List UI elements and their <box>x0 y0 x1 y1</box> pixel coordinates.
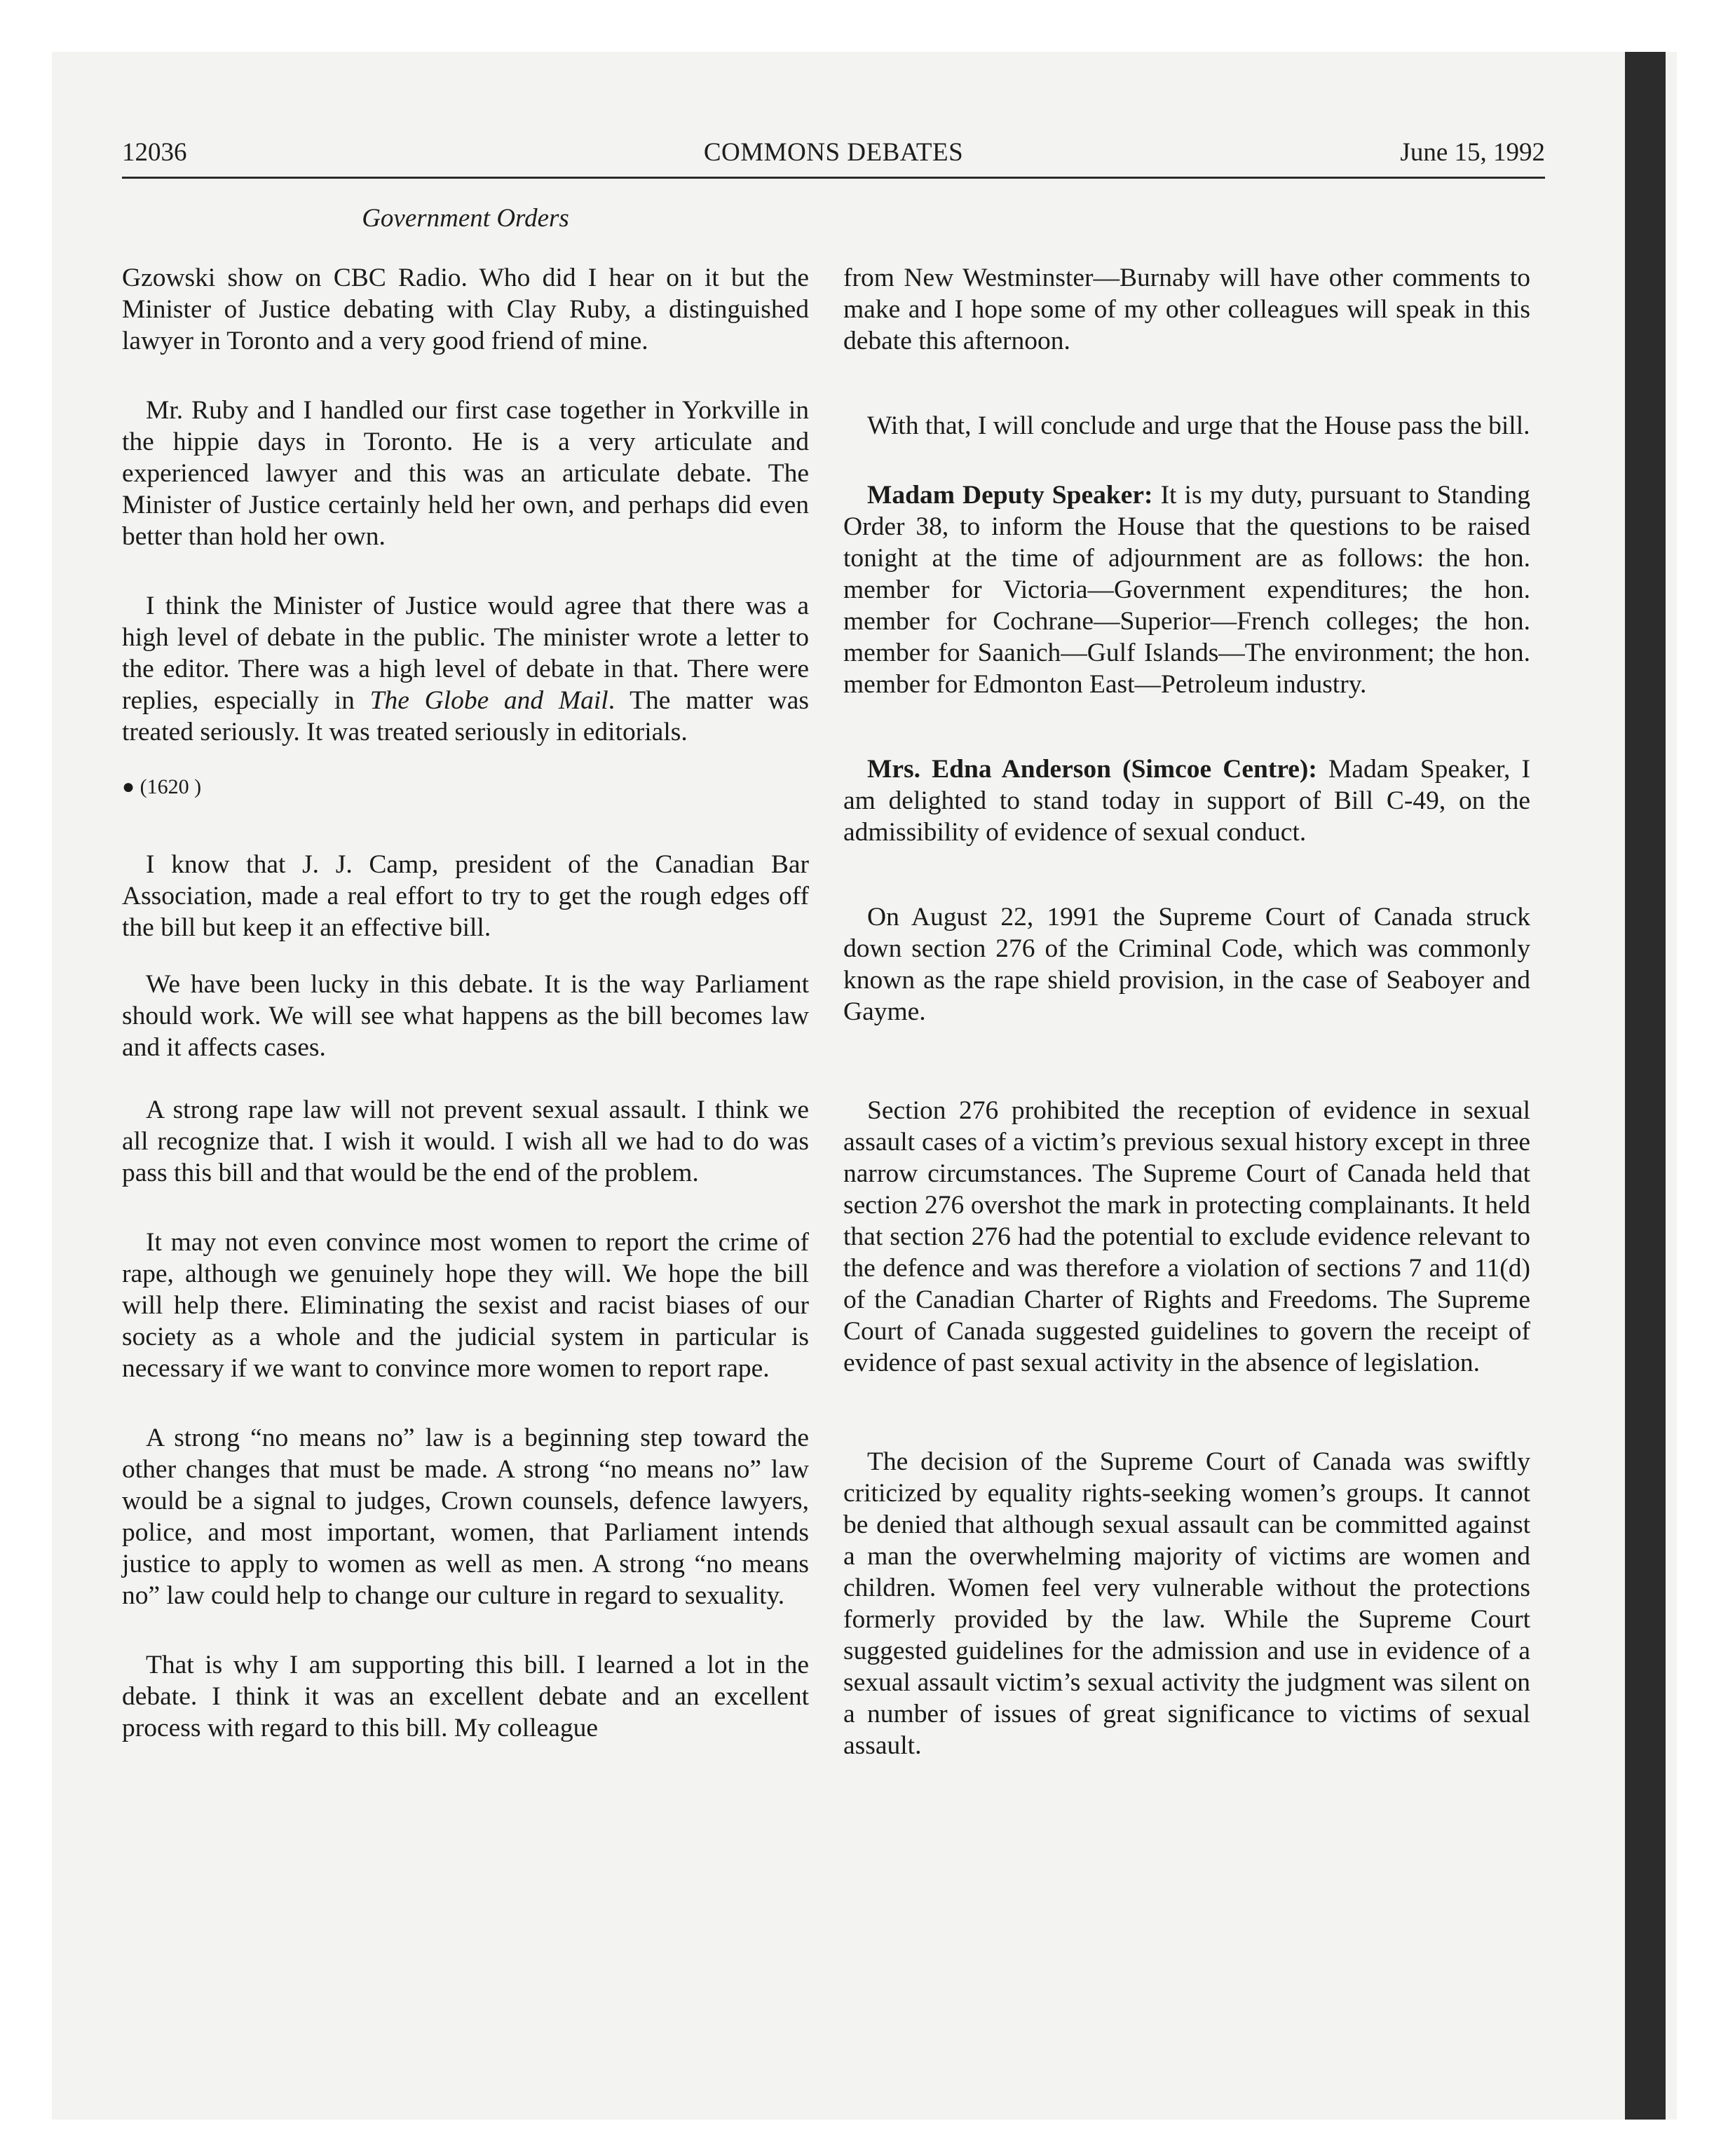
speech-paragraph: Madam Deputy Speaker: It is my duty, pursuant to Standing Order 38, to inform the House that the questions to be raised tonight at the time of adjournment are as follows: the hon. member for Victoria—Government expenditures; the hon. member for Cochrane—Superior—French colleges; the hon. member for Saanich—Gulf Islands—The environment; the hon. member for Edmonton East—Petroleum industry. <box>843 481 1530 699</box>
time-marker: ● (1620 ) <box>122 775 202 798</box>
header-rule <box>122 177 1545 179</box>
paragraph: With that, I will conclude and urge that the House pass the bill. <box>867 411 1530 440</box>
bullet-icon: ● <box>122 775 135 798</box>
section-title: Government Orders <box>362 204 569 233</box>
page-date: June 15, 1992 <box>1400 138 1545 167</box>
paragraph: I think the Minister of Justice would agree that there was a high level of debate in the public. The minister wrote a letter to the editor. There was a high level of debate in that. There were replies, especially in The Globe and Mail. The matter was treated seriously. It was treated seriously in editorials. <box>122 592 809 746</box>
right-column <box>843 262 1530 1799</box>
page-number: 12036 <box>122 138 187 167</box>
paragraph: That is why I am supporting this bill. I learned a lot in the debate. I think it was an excellent debate and an excellent process with regard to this bill. My colleague <box>122 1651 809 1742</box>
paragraph: On August 22, 1991 the Supreme Court of Canada struck down section 276 of the Criminal Code, which was commonly known as the rape shield provision, in the case of Seaboyer and Gayme. <box>843 903 1530 1026</box>
paragraph: A strong “no means no” law is a beginning step toward the other changes that must be made. A strong “no means no” law would be a signal to judges, Crown counsels, defence lawyers, police, and most important, women, that Parliament intends justice to apply to women as well as men. A strong “no means no” law could help to change our culture in regard to sexuality. <box>122 1424 809 1610</box>
publication-name: The Globe and Mail <box>369 686 608 715</box>
paragraph: The decision of the Supreme Court of Canada was swiftly criticized by equality rights-seeking women’s groups. It cannot be denied that although sexual assault can be committed against a man the overwhelming majority of victims are women and children. Women feel very vulnerable without the protections formerly provided by the law. While the Supreme Court suggested guidelines for the admission and use in evidence of a sexual assault victim’s sexual activity the judgment was silent on a number of issues of great significance to victims of sexual assault. <box>843 1447 1530 1760</box>
paragraph: A strong rape law will not prevent sexual assault. I think we all recognize that. I wish it would. I wish all we had to do was pass this bill and that would be the end of the problem. <box>122 1096 809 1187</box>
paragraph: It may not even convince most women to report the crime of rape, although we genuinely hope they will. We hope the bill will help there. Eliminating the sexist and racist biases of our society as a whole and the judicial system in particular is necessary if we want to convince more women to report rape. <box>122 1228 809 1383</box>
speaker-name: Madam Deputy Speaker: <box>867 481 1153 510</box>
left-column <box>122 262 809 1782</box>
scan-edge <box>1625 52 1666 2120</box>
speech-paragraph: Mrs. Edna Anderson (Simcoe Centre): Madam Speaker, I am delighted to stand today in support of Bill C-49, on the admissibility of evidence of sexual conduct. <box>843 755 1530 847</box>
paragraph: from New Westminster—Burnaby will have other comments to make and I hope some of my other colleagues will speak in this debate this afternoon. <box>843 264 1530 355</box>
speaker-name: Mrs. Edna Anderson (Simcoe Centre): <box>867 755 1317 784</box>
page-header <box>122 137 1545 177</box>
paragraph: Mr. Ruby and I handled our first case together in Yorkville in the hippie days in Toronto. He is a very articulate and experienced lawyer and this was an articulate debate. The Minister of Justice certainly held her own, and perhaps did even better than hold her own. <box>122 396 809 551</box>
paragraph: We have been lucky in this debate. It is the way Parliament should work. We will see what happens as the bill becomes law and it affects cases. <box>122 970 809 1062</box>
paragraph: Gzowski show on CBC Radio. Who did I hear on it but the Minister of Justice debating with Clay Ruby, a distinguished lawyer in Toronto and a very good friend of mine. <box>122 264 809 355</box>
paragraph: I know that J. J. Camp, president of the Canadian Bar Association, made a real effort to try to get the rough edges off the bill but keep it an effective bill. <box>122 850 809 942</box>
publication-title: COMMONS DEBATES <box>703 138 964 167</box>
paragraph: Section 276 prohibited the reception of evidence in sexual assault cases of a victim’s previous sexual history except in three narrow circumstances. The Supreme Court of Canada held that section 276 overshot the mark in protecting complainants. It held that section 276 had the potential to exclude evidence relevant to the defence and was therefore a violation of sections 7 and 11(d) of the Canadian Charter of Rights and Freedoms. The Supreme Court of Canada suggested guidelines to govern the receipt of evidence of past sexual activity in the absence of legislation. <box>843 1096 1530 1377</box>
